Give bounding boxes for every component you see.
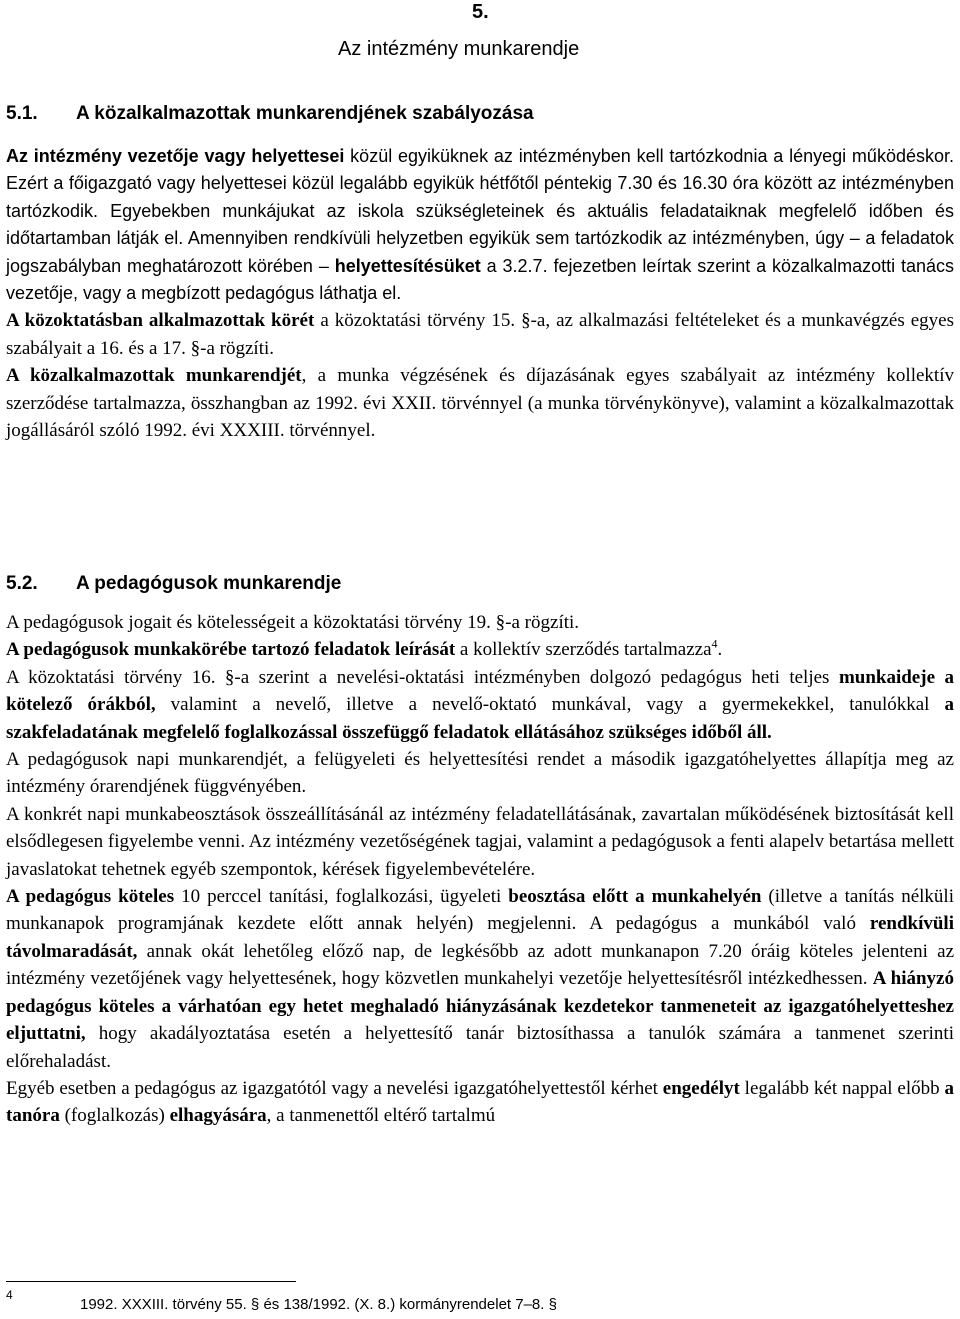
- text-run: hogy akadályoztatása esetén a helyettesítő tanár biztosíthassa a tanulók számára a tanmenet szerinti előrehaladást.: [6, 1023, 954, 1072]
- bold-text-run: A pedagógusok munkakörébe tartozó feladatok leírását: [6, 639, 456, 661]
- chapter-title: Az intézmény munkarendje: [338, 38, 580, 60]
- text-run: A közoktatási törvény 16. §-a szerint a nevelési-oktatási intézményben dolgozó pedagógus heti teljes: [6, 666, 839, 688]
- section-number: 5.2.: [6, 573, 38, 594]
- chapter-number: 5.: [472, 1, 489, 23]
- footnote-text: 1992. XXXIII. törvény 55. § és 138/1992. (X. 8.) kormányrendelet 7–8. §: [80, 1296, 557, 1313]
- bold-text-run: rendkívüli távolmaradását,: [6, 913, 954, 962]
- footnote-mark: 4: [6, 1288, 13, 1302]
- section-body-5-1: [6, 143, 954, 444]
- text-run: közül egyiküknek az intézményben kell tartózkodnia a lényegi működéskor. Ezért a főigazgató vagy helyettesei közül legalább egyikük hétfőtől péntekig 7.30 és 16.30 óra között az intézményben tartózkodik. Egyebekben munkájukat az iskola szükségleteinek és aktuális feladataiknak megfelelő időben és időtartamban látják el. Amennyiben rendkívüli helyzetben egyikük sem tartózkodik az intézményben, úgy – a feladatok jogszabályban meghatározott körében –: [6, 146, 954, 276]
- section-body-5-2: [6, 609, 954, 1130]
- text-run: 10 perccel tanítási, foglalkozási, ügyeleti: [174, 886, 509, 908]
- text-run: a kollektív szerződés tartalmazza: [455, 639, 712, 661]
- text-run: , a tanmenettől eltérő tartalmú: [266, 1105, 496, 1127]
- bold-text-run: Az intézmény vezetője vagy helyettesei: [6, 146, 345, 166]
- footnote-divider: [6, 1281, 296, 1282]
- text-run: annak okát lehetőleg előző nap, de legkésőbb az adott munkanapon 7.20 óráig köteles jelenteni az intézmény vezetőjének vagy helyettesének, hogy közvetlen munkahelyi vezetője helyettesítésről intézkedhessen.: [6, 940, 954, 990]
- text-run: A pedagógusok jogait és kötelességeit a közoktatási törvény 19. §-a rögzíti.: [6, 612, 580, 633]
- section-title: A pedagógusok munkarendje: [76, 573, 342, 594]
- text-run: .: [717, 639, 723, 661]
- text-run: valamint a nevelő, illetve a nevelő-oktató munkával, vagy a gyermekekkel, tanulókkal: [155, 694, 945, 716]
- text-run: A konkrét napi munkabeosztások összeállításánál az intézmény feladatellátásának, zavartalan működésének biztosítását kell elsődlegesen figyelembe venni. Az intézmény vezetőségének tagjai, valamint a pedagógusok a fenti alapelv betartása mellett javaslatokat tehetnek egyéb szempontok, kérések figyelembevételére.: [6, 803, 954, 880]
- bold-text-run: engedélyt: [662, 1077, 740, 1099]
- bold-text-run: a szakfeladatának megfelelő foglalkozással összefüggő feladatok ellátásához szükséges időből áll.: [6, 694, 954, 743]
- text-run: A pedagógusok napi munkarendjét, a felügyeleti és helyettesítési rendet a második igazgatóhelyettes állapítja meg az intézmény órarendjének függvényében.: [6, 749, 954, 798]
- text-run: (foglalkozás): [59, 1105, 170, 1127]
- bold-text-run: A közalkalmazottak munkarendjét: [6, 365, 302, 387]
- bold-text-run: A pedagógus köteles: [6, 886, 175, 908]
- footnote-reference: 4: [711, 637, 718, 652]
- text-run: (illetve a tanítás nélküli munkanapok programjának kezdete előtt annak helyén) megjelenni. A pedagógus a munkából való: [6, 886, 954, 935]
- section-heading-5-1: [6, 102, 534, 126]
- text-run: legalább két nappal előbb: [739, 1077, 945, 1099]
- bold-text-run: A közoktatásban alkalmazottak körét: [6, 310, 315, 332]
- section-heading-5-2: [6, 572, 341, 596]
- section-number: 5.1.: [6, 103, 38, 124]
- bold-text-run: elhagyására: [169, 1105, 267, 1127]
- text-run: a 3.2.7. fejezetben leírtak szerint a közalkalmazotti tanács vezetője, vagy a megbízott pedagógus láthatja el.: [6, 255, 954, 304]
- text-run: a közoktatási törvény 15. §-a, az alkalmazási feltételeket és a munkavégzés egyes szabályait a 16. és a 17. §-a rögzíti.: [6, 310, 954, 359]
- bold-text-run: helyettesítésüket: [334, 255, 481, 276]
- bold-text-run: a tanóra: [6, 1077, 954, 1127]
- bold-text-run: beosztása előtt a munkahelyén: [508, 886, 762, 908]
- text-run: Egyéb esetben a pedagógus az igazgatótól vagy a nevelési igazgatóhelyettestől kérhet: [6, 1077, 663, 1099]
- section-title: A közalkalmazottak munkarendjének szabályozása: [76, 103, 534, 124]
- bold-text-run: A hiányzó pedagógus köteles a várhatóan egy hetet meghaladó hiányzásának kezdetekor tanmeneteit az igazgatóhelyetteshez eljuttatni,: [6, 968, 954, 1045]
- text-run: , a munka végzésének és díjazásának egyes szabályait az intézmény kollektív szerződése tartalmazza, összhangban az 1992. évi XXII. törvénnyel (a munka törvénykönyve), valamint a közalkalmazottak jogállásáról szóló 1992. évi XXXIII. törvénnyel.: [6, 365, 954, 442]
- bold-text-run: munkaideje a kötelező órákból,: [6, 666, 954, 716]
